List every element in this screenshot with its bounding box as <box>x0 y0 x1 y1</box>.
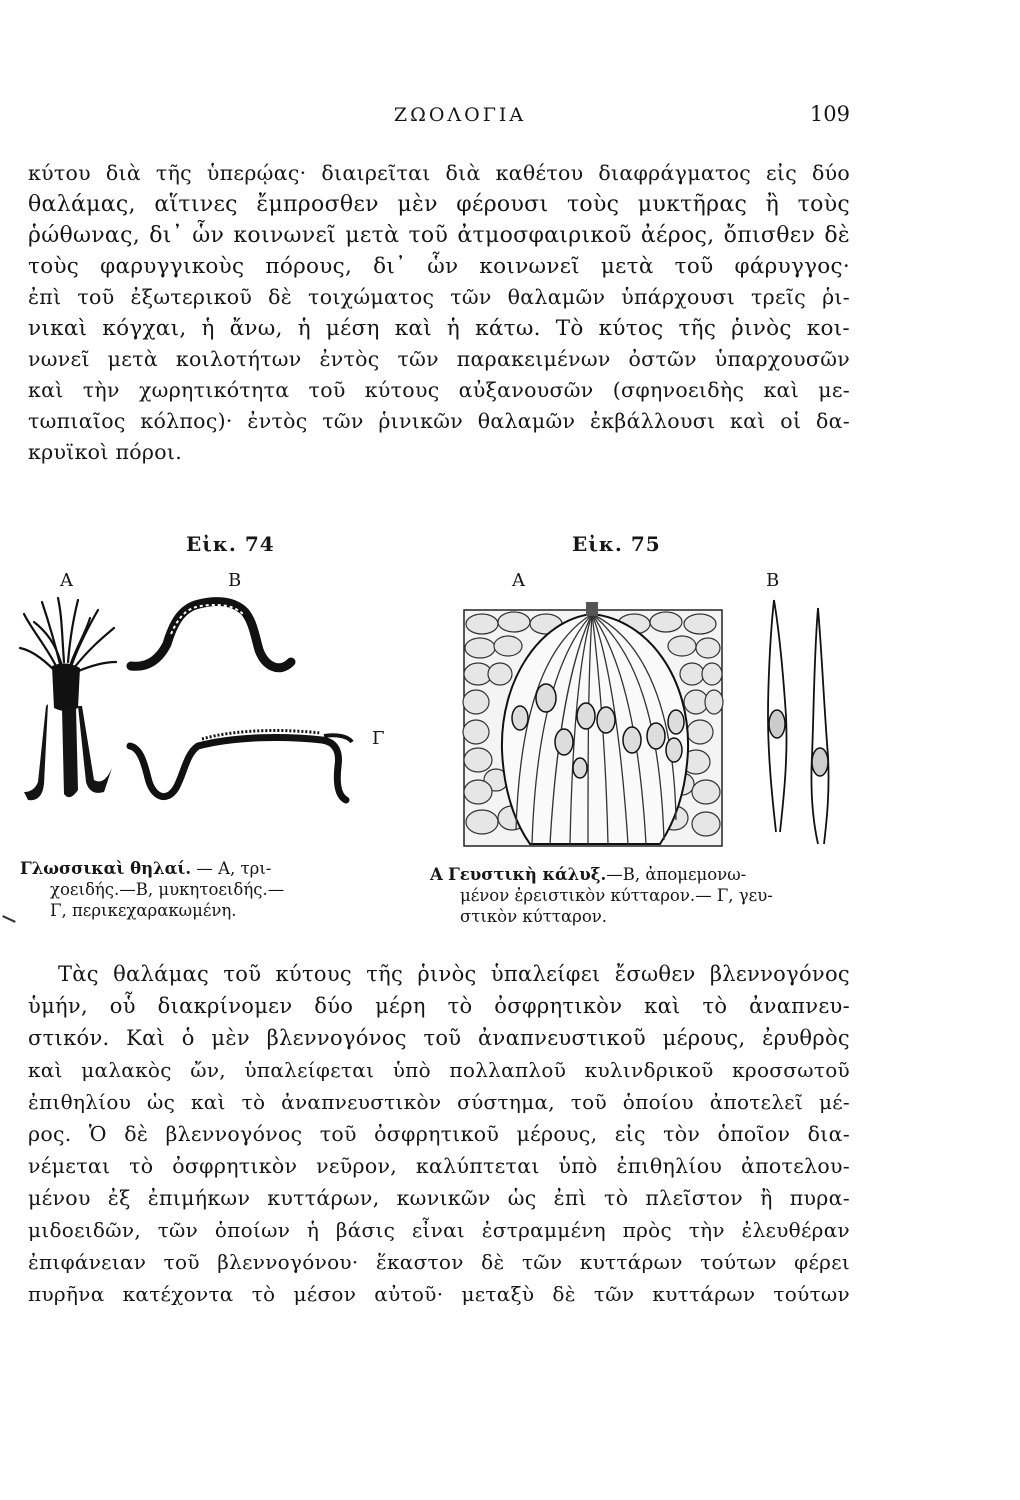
figure-74-label-g: Γ <box>372 728 385 749</box>
figure-74-caption <box>20 858 380 921</box>
text-line: ἐπιφάνειαν τοῦ βλεννογόνου· ἕκαστον δὲ τῶν κυττάρων τούτων φέρει <box>28 1250 850 1274</box>
figure-74-caption-title: Γλωσσικαὶ θηλαί. <box>20 859 192 878</box>
text-line: νέμεται τὸ ὀσφρητικὸν νεῦρον, καλύπτεται ὑπὸ ἐπιθηλίου ἀποτελου- <box>28 1154 850 1178</box>
caption-line: μένον ἐρειστικὸν κύτταρον.— Γ, γευ- <box>460 886 773 905</box>
text-line: θαλάμας, αἵτινες ἔμπροσθεν μὲν φέρουσι τοὺς μυκτῆρας ἢ τοὺς <box>28 192 850 217</box>
text-line: νωνεῖ μετὰ κοιλοτήτων ἐντὸς τῶν παρακειμένων ὀστῶν ὑπαρχουσῶν <box>28 347 850 371</box>
figure-74-title: Εἰκ. 74 <box>186 532 275 556</box>
fungiform-papilla-drawing <box>125 594 295 680</box>
figure-74-label-b: Β <box>228 570 242 591</box>
caption-line: — Α, τρι- <box>196 859 272 878</box>
text-line: πυρῆνα κατέχοντα τὸ μέσον αὐτοῦ· μεταξὺ δὲ τῶν κυττάρων τούτων <box>28 1282 850 1306</box>
text-line: κύτου διὰ τῆς ὑπερῴας· διαιρεῖται διὰ καθέτου διαφράγματος εἰς δύο <box>28 161 850 185</box>
figure-75-label-b: Β <box>766 570 780 591</box>
running-header-title: ΖΩΟΛΟΓΙΑ <box>393 104 527 126</box>
text-line: στικόν. Καὶ ὁ μὲν βλεννογόνος τοῦ ἀναπνευστικοῦ μέρους, ἐρυθρὸς <box>28 1026 850 1050</box>
paragraph-bottom <box>28 958 850 1310</box>
text-line: τωπιαῖος κόλπος)· ἐντὸς τῶν ῥινικῶν θαλαμῶν ἐκβάλλουσι καὶ οἱ δα- <box>28 409 850 433</box>
text-line: τοὺς φαρυγγικοὺς πόρους, δι᾽ ὧν κοινωνεῖ μετὰ τοῦ φάρυγγος· <box>28 254 850 279</box>
caption-line: Γ, περικεχαρακωμένη. <box>50 901 237 920</box>
figure-75-title: Εἰκ. 75 <box>572 532 661 556</box>
text-line: ρος. Ὁ δὲ βλεννογόνος τοῦ ὀσφρητικοῦ μέρους, εἰς τὸν ὁποῖον δια- <box>28 1122 850 1146</box>
text-line: μένου ἐξ ἐπιμήκων κυττάρων, κωνικῶν ὡς ἐπὶ τὸ πλεῖστον ἢ πυρα- <box>28 1186 850 1210</box>
paragraph-top <box>28 158 850 468</box>
supporting-cell-drawing <box>764 596 794 836</box>
text-line: καὶ μαλακὸς ὤν, ὑπαλείφεται ὑπὸ πολλαπλοῦ κυλινδρικοῦ κροσσωτοῦ <box>28 1058 850 1082</box>
text-line: ῥώθωνας, δι᾽ ὧν κοινωνεῖ μετὰ τοῦ ἀτμοσφαιρικοῦ ἀέρος, ὄπισθεν δὲ <box>28 223 850 248</box>
text-line: Τὰς θαλάμας τοῦ κύτους τῆς ῥινὸς ὑπαλείφει ἔσωθεν βλεννογόνος <box>58 962 850 986</box>
caption-line: στικὸν κύτταρον. <box>460 907 608 926</box>
gustatory-cell-drawing <box>806 606 836 846</box>
caption-prefix: Α <box>430 865 443 884</box>
text-line: καὶ τὴν χωρητικότητα τοῦ κύτους αὐξανουσῶν (σφηνοειδὴς καὶ με- <box>28 378 850 402</box>
circumvallate-papilla-drawing <box>126 726 356 808</box>
filiform-papilla-drawing <box>18 596 118 806</box>
figure-75-caption <box>430 864 860 927</box>
page-number: 109 <box>809 102 850 126</box>
text-line: κρυϊκοὶ πόροι. <box>28 440 183 464</box>
figure-75-caption-title: Γευστικὴ κάλυξ. <box>448 865 607 884</box>
figure-75-label-a: Α <box>512 570 525 591</box>
margin-mark <box>2 915 16 923</box>
taste-bud-drawing <box>460 600 726 850</box>
figure-74-label-a: Α <box>60 570 73 591</box>
text-line: ἐπὶ τοῦ ἐξωτερικοῦ δὲ τοιχώματος τῶν θαλαμῶν ὑπάρχουσι τρεῖς ῥι- <box>28 285 850 309</box>
caption-line: χοειδής.—Β, μυκητοειδής.— <box>50 880 285 899</box>
caption-line: —Β, ἀπομεμονω- <box>606 865 747 884</box>
text-line: ὑμήν, οὗ διακρίνομεν δύο μέρη τὸ ὀσφρητικὸν καὶ τὸ ἀναπνευ- <box>28 994 850 1018</box>
text-line: νικαὶ κόγχαι, ἡ ἄνω, ἡ μέση καὶ ἡ κάτω. Τὸ κύτος τῆς ῥινὸς κοι- <box>28 316 850 341</box>
text-line: μιδοειδῶν, τῶν ὁποίων ἡ βάσις εἶναι ἐστραμμένη πρὸς τὴν ἐλευθέραν <box>28 1218 850 1242</box>
text-line: ἐπιθηλίου ὡς καὶ τὸ ἀναπνευστικὸν σύστημα, τοῦ ὁποίου ἀποτελεῖ μέ- <box>28 1090 850 1114</box>
